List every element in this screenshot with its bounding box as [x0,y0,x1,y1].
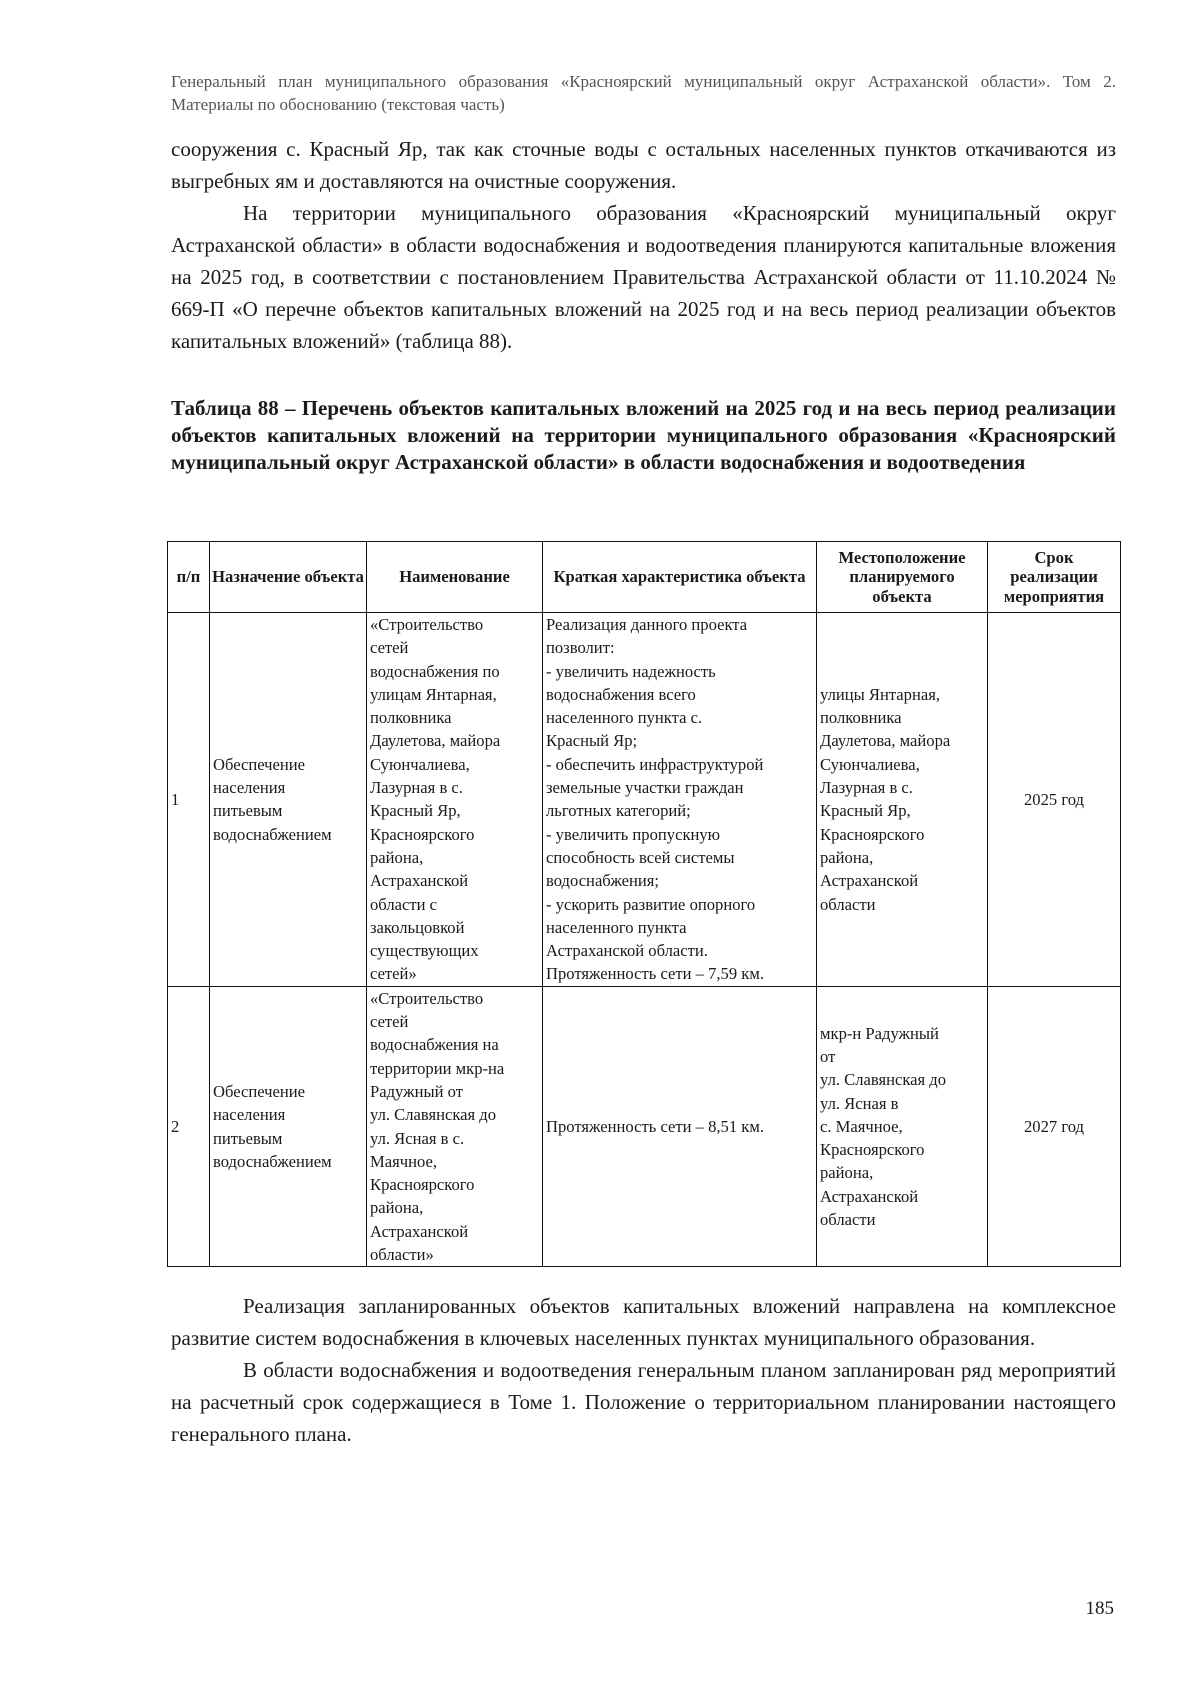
row-num: 1 [168,613,210,987]
after-table-text [171,1290,1116,1450]
row-name: «Строительство сетей водоснабжения по улицам Янтарная, полковника Даулетова, майора Суюнчалиева, Лазурная в с. Красный Яр, Красноярского района, Астраханской области с закольцовкой существующих сетей» [367,613,543,987]
row-purpose: Обеспечение населения питьевым водоснабжением [210,613,367,987]
row-purpose: Обеспечение населения питьевым водоснабжением [210,986,367,1267]
row-location: улицы Янтарная, полковника Даулетова, майора Суюнчалиева, Лазурная в с. Красный Яр, Красноярского района, Астраханской области [817,613,988,987]
header-purpose: Назначение объекта [210,542,367,613]
row-num: 2 [168,986,210,1267]
table-row [168,986,1121,1267]
row-location: мкр-н Радужный от ул. Славянская до ул. Ясная в с. Маячное, Красноярского района, Астраханской области [817,986,988,1267]
header-name: Наименование [367,542,543,613]
table-caption: Таблица 88 – Перечень объектов капитальных вложений на 2025 год и на весь период реализации объектов капитальных вложений на территории муниципального образования «Красноярский муниципальный округ Астраханской области» в области водоснабжения и водоотведения [171,396,1116,474]
paragraph-implementation: Реализация запланированных объектов капитальных вложений направлена на комплексное развитие систем водоснабжения в ключевых населенных пунктах муниципального образования. [171,1294,1116,1350]
table-row [168,613,1121,987]
page-number: 185 [1085,1598,1114,1619]
row-term: 2025 год [988,613,1121,987]
document-page [171,70,1116,476]
header-location: Местоположение планируемого объекта [817,542,988,613]
row-name: «Строительство сетей водоснабжения на территории мкр-на Радужный от ул. Славянская до ул. Ясная в с. Маячное, Красноярского района, Астраханской области» [367,986,543,1267]
row-description: Реализация данного проекта позволит: - увеличить надежность водоснабжения всего населенного пункта с. Красный Яр; - обеспечить инфраструктурой земельные участки граждан льготных категорий; - увеличить пропускную способность всей системы водоснабжения; - ускорить развитие опорного населенного пункта Астраханской области. Протяженность сети – 7,59 км. [543,613,817,987]
header-term: Срок реализации мероприятия [988,542,1121,613]
paragraph-activities: В области водоснабжения и водоотведения генеральным планом запланирован ряд мероприятий на расчетный срок содержащиеся в Томе 1. Положение о территориальном планировании настоящего генерального плана. [171,1358,1116,1446]
paragraph-capital-investments: На территории муниципального образования «Красноярский муниципальный округ Астраханской области» в области водоснабжения и водоотведения планируются капитальные вложения на 2025 год, в соответствии с постановлением Правительства Астраханской области от 11.10.2024 № 669-П «О перечне объектов капитальных вложений на 2025 год и на весь период реализации объектов капитальных вложений» (таблица 88). [171,201,1116,353]
paragraph-continuation: сооружения с. Красный Яр, так как сточные воды с остальных населенных пунктов откачиваются из выгребных ям и доставляются на очистные сооружения. [171,137,1116,193]
table-header-row [168,542,1121,613]
header-description: Краткая характеристика объекта [543,542,817,613]
header-num: п/п [168,542,210,613]
row-term: 2027 год [988,986,1121,1267]
capital-investments-table [167,541,1121,1267]
row-description: Протяженность сети – 8,51 км. [543,986,817,1267]
running-header: Генеральный план муниципального образования «Красноярский муниципальный округ Астраханской области». Том 2. Материалы по обоснованию (текстовая часть) [171,72,1116,114]
